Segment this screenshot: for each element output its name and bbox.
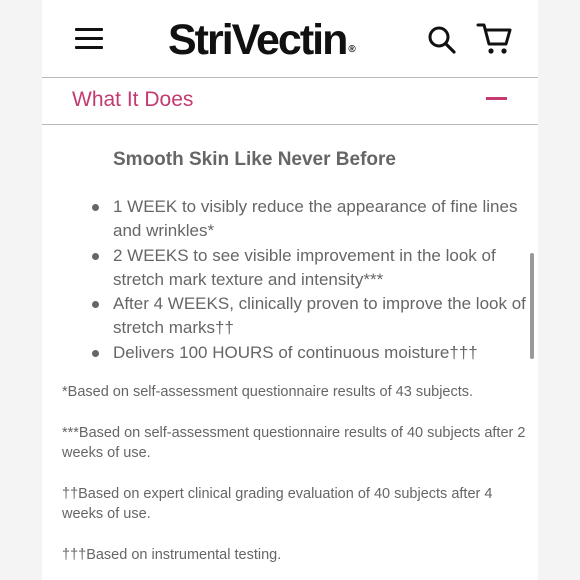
footnote: ††Based on expert clinical grading evaluation of 40 subjects after 4 weeks of use.	[62, 485, 493, 522]
scrollbar[interactable]	[530, 253, 534, 359]
footnote: ***Based on self-assessment questionnaire results of 40 subjects after 2 weeks of use.	[62, 424, 526, 461]
list-item	[92, 244, 532, 293]
bullet-icon	[92, 204, 99, 211]
cart-icon[interactable]	[476, 22, 512, 56]
search-icon[interactable]	[427, 25, 457, 55]
what-it-does-accordion[interactable]	[42, 78, 538, 125]
benefits-list	[92, 195, 532, 365]
list-item-text: 2 WEEKS to see visible improvement in the look of stretch mark texture and intensity***	[113, 245, 496, 289]
site-header	[42, 0, 538, 78]
list-item	[92, 292, 532, 341]
registered-mark: ®	[348, 44, 356, 55]
logo-text: StriVectin	[168, 16, 347, 64]
footnotes	[62, 382, 528, 580]
accordion-title: What It Does	[72, 88, 194, 111]
list-item	[92, 341, 532, 365]
product-page	[42, 0, 538, 580]
footnote: †††Based on instrumental testing.	[62, 546, 282, 563]
footnote: *Based on self-assessment questionnaire results of 43 subjects.	[62, 384, 474, 400]
bullet-icon	[92, 301, 99, 308]
minus-icon[interactable]	[486, 97, 507, 100]
bullet-icon	[92, 253, 99, 260]
brand-logo[interactable]	[168, 12, 356, 68]
hamburger-menu-icon[interactable]	[75, 28, 103, 50]
section-heading: Smooth Skin Like Never Before	[113, 149, 396, 170]
list-item	[92, 195, 532, 244]
list-item-text: Delivers 100 HOURS of continuous moisture†††	[113, 342, 478, 362]
list-item-text: After 4 WEEKS, clinically proven to improve the look of stretch marks††	[113, 294, 526, 338]
list-item-text: 1 WEEK to visibly reduce the appearance of fine lines and wrinkles*	[113, 197, 518, 241]
bullet-icon	[92, 350, 99, 357]
